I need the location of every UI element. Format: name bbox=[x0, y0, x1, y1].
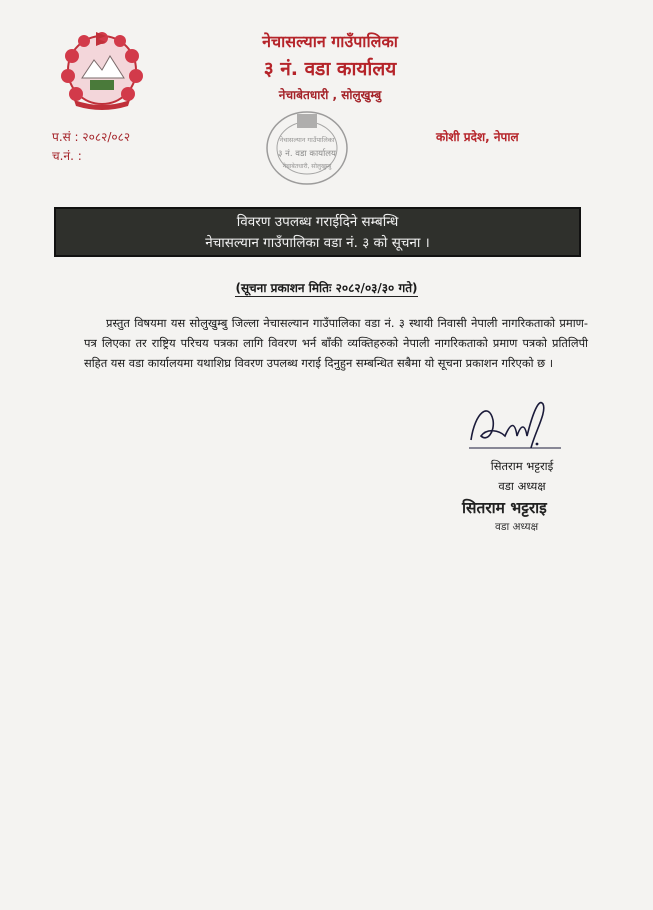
name-stamp: सितराम भट्टराइ bbox=[462, 499, 547, 517]
dispatch-number: च.नं. : bbox=[52, 149, 82, 163]
notice-title-line-1: विवरण उपलब्ध गराईदिने सम्बन्धि bbox=[236, 214, 399, 230]
stamp-line-2: ३ नं. वडा कार्यालय bbox=[278, 149, 336, 159]
ward-office-stamp bbox=[262, 106, 352, 190]
nepal-emblem-logo bbox=[52, 26, 152, 112]
stamp-line-3: नेचाबेतधारी, सोलुखुम्बु bbox=[282, 163, 332, 170]
publication-date-text: (सूचना प्रकाशन मितिः २०८२/०३/३० गते) bbox=[235, 281, 418, 295]
office-address: नेचाबेतधारी , सोलुखुम्बु bbox=[278, 88, 382, 102]
signatory-name: सितराम भट्टराई bbox=[490, 459, 554, 473]
province-label: कोशी प्रदेश, नेपाल bbox=[436, 130, 519, 144]
notice-title-line-2: नेचासल्यान गाउँपालिका वडा नं. ३ को सूचना । bbox=[205, 235, 430, 251]
notice-body: प्रस्तुत विषयमा यस सोलुखुम्बु जिल्ला नेचासल्यान गाउँपालिका वडा नं. ३ स्थायी निवासी नेपाली नागरिकताको प्रमाण-पत्र लिएका तर राष्ट्रिय परिचय पत्रका लागि विवरण भर्न बाँकी व्यक्तिहरुको नेपाली नागरिकताको प्रमाण पत्रको प्रतिलिपी सहित यस वडा कार्यालयमा यथाशिघ्र विवरण उपलब्ध गराई दिनुहुन सम्बन्धित सबैमा यो सूचना प्रकाशन गरिएको छ । bbox=[84, 316, 588, 370]
notice-title-banner bbox=[54, 207, 581, 257]
handwritten-signature bbox=[465, 392, 565, 454]
stamp-line-1: नेचासल्यान गाउँपालिका bbox=[279, 136, 335, 144]
letter-number: प.सं : २०८२/०८२ bbox=[52, 130, 131, 144]
signatory-title: वडा अध्यक्ष bbox=[498, 479, 546, 493]
publication-date bbox=[0, 279, 653, 296]
name-stamp-title: वडा अध्यक्ष bbox=[495, 521, 539, 533]
ward-office-name: ३ नं. वडा कार्यालय bbox=[263, 58, 397, 80]
municipality-name: नेचासल्यान गाउँपालिका bbox=[262, 32, 398, 51]
